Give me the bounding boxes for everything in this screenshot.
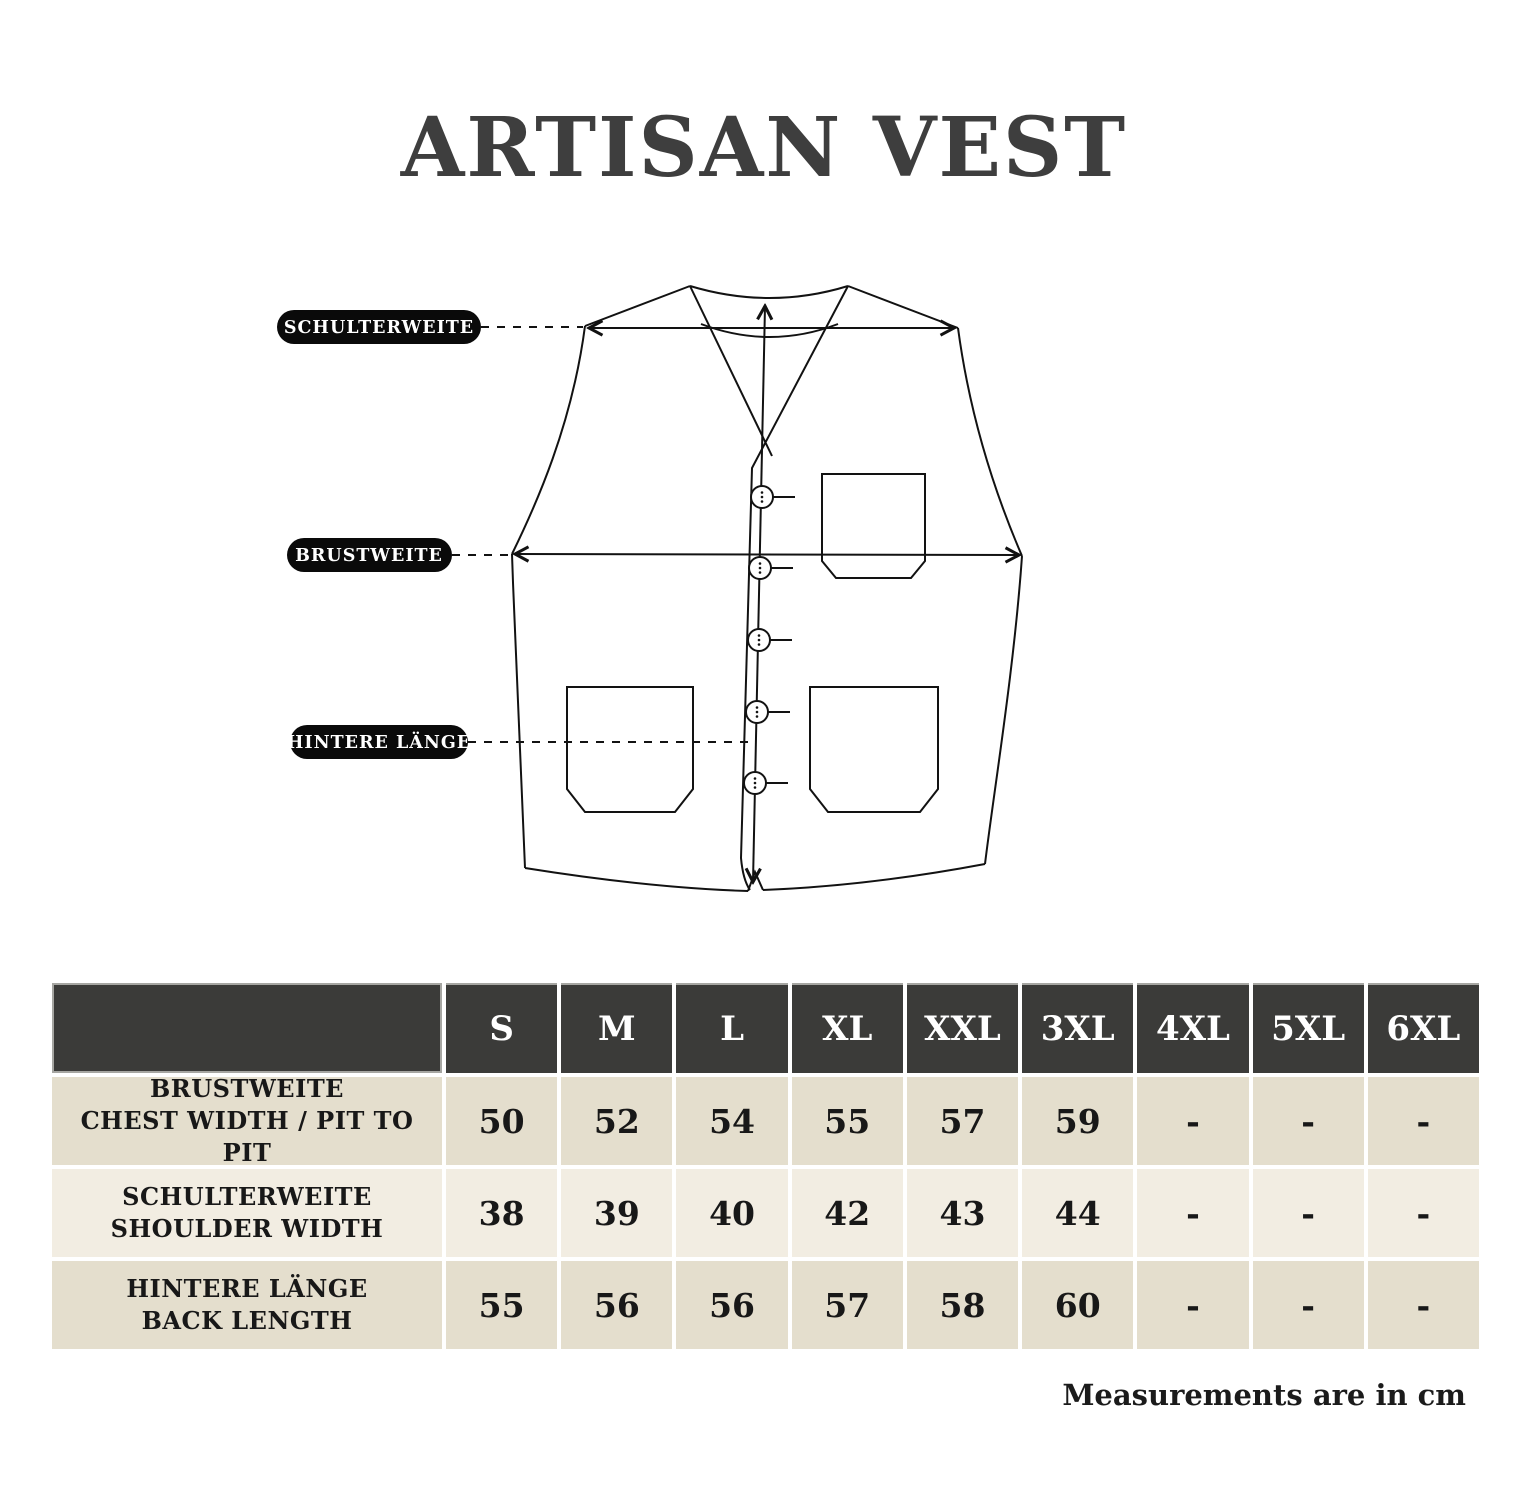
size-value-cell: 44: [1022, 1169, 1133, 1257]
size-value-cell: 55: [446, 1261, 557, 1349]
size-value-cell: 50: [446, 1077, 557, 1165]
size-value-cell: -: [1253, 1077, 1364, 1165]
button-icon: [751, 486, 795, 508]
size-value-cell: -: [1137, 1077, 1248, 1165]
row-label-de: HINTERE LÄNGE: [126, 1274, 368, 1303]
row-label-shoulder-width: [52, 1169, 442, 1257]
size-col-header: L: [676, 983, 787, 1073]
size-value-cell: 60: [1022, 1261, 1133, 1349]
row-label-en: CHEST WIDTH / PIT TO PIT: [80, 1106, 414, 1167]
row-label-chest-width: [52, 1074, 442, 1167]
size-value-cell: 38: [446, 1169, 557, 1257]
size-value-cell: 59: [1022, 1077, 1133, 1165]
size-value-cell: 39: [561, 1169, 672, 1257]
size-value-cell: -: [1253, 1261, 1364, 1349]
size-value-cell: 55: [792, 1077, 903, 1165]
row-label-en: BACK LENGTH: [141, 1306, 353, 1335]
vest-outline-drawing: [512, 286, 1022, 891]
row-label-de: SCHULTERWEITE: [122, 1182, 372, 1211]
row-label-en: SHOULDER WIDTH: [110, 1214, 384, 1243]
lower-pocket-left: [567, 687, 693, 812]
size-value-cell: 43: [907, 1169, 1018, 1257]
vest-diagram: [250, 260, 1060, 920]
row-label-de: BRUSTWEITE: [150, 1074, 344, 1103]
back-length-arrow: [753, 306, 765, 882]
hintere-laenge-label: HINTERE LÄNGE: [286, 733, 472, 753]
size-value-cell: 54: [676, 1077, 787, 1165]
button-icon: [748, 629, 792, 651]
size-value-cell: -: [1137, 1261, 1248, 1349]
button-icon: [746, 701, 790, 723]
size-col-header: S: [446, 983, 557, 1073]
size-value-cell: 42: [792, 1169, 903, 1257]
size-col-header: 5XL: [1253, 983, 1364, 1073]
size-table: [52, 983, 1479, 1349]
size-col-header: 4XL: [1137, 983, 1248, 1073]
size-col-header: XXL: [907, 983, 1018, 1073]
size-value-cell: -: [1368, 1077, 1479, 1165]
size-value-cell: 57: [792, 1261, 903, 1349]
brustweite-label: BRUSTWEITE: [295, 546, 443, 566]
label-pill-hintere-laenge: [287, 725, 471, 759]
size-value-cell: 40: [676, 1169, 787, 1257]
size-value-cell: -: [1368, 1261, 1479, 1349]
size-col-header: 3XL: [1022, 983, 1133, 1073]
size-value-cell: 57: [907, 1077, 1018, 1165]
size-col-header: XL: [792, 983, 903, 1073]
lower-pocket-right: [810, 687, 938, 812]
size-value-cell: 52: [561, 1077, 672, 1165]
schulterweite-label: SCHULTERWEITE: [283, 318, 475, 338]
label-pill-brustweite: [287, 538, 452, 572]
size-value-cell: -: [1253, 1169, 1364, 1257]
row-label-back-length: [52, 1261, 442, 1349]
chest-pocket: [822, 474, 925, 578]
size-value-cell: 56: [676, 1261, 787, 1349]
size-value-cell: -: [1368, 1169, 1479, 1257]
label-pill-schulterweite: [277, 310, 481, 344]
vest-buttons: [744, 486, 795, 794]
chest-width-arrow: [515, 554, 1019, 555]
size-col-header: M: [561, 983, 672, 1073]
size-value-cell: -: [1137, 1169, 1248, 1257]
button-icon: [744, 772, 788, 794]
size-value-cell: 58: [907, 1261, 1018, 1349]
page-title: ARTISAN VEST: [400, 100, 1128, 196]
measurement-arrows: [515, 306, 1019, 882]
callout-labels: [277, 310, 750, 759]
button-icon: [749, 557, 793, 579]
size-col-header: 6XL: [1368, 983, 1479, 1073]
table-corner-cell: [52, 983, 442, 1073]
units-footnote: Measurements are in cm: [1062, 1378, 1466, 1412]
size-value-cell: 56: [561, 1261, 672, 1349]
